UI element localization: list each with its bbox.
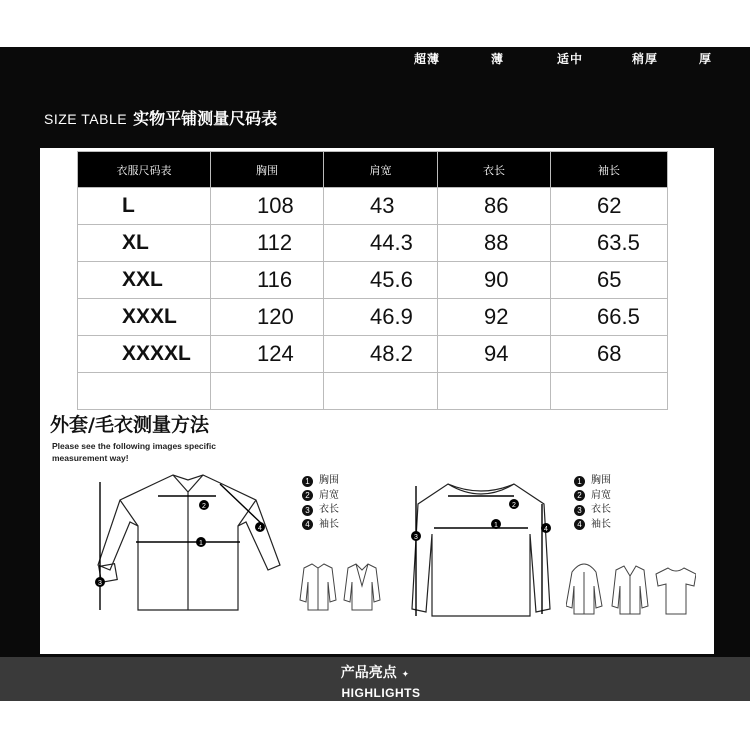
- length-cell: 92: [438, 299, 551, 336]
- shoulder-cell: 48.2: [324, 336, 438, 373]
- size-cell: [78, 373, 211, 410]
- legend-label: 袖长: [591, 518, 611, 530]
- number-badge-icon: 4: [302, 519, 313, 530]
- shoulder-cell: 46.9: [324, 299, 438, 336]
- legend-item: [302, 489, 339, 504]
- shoulder-cell: [324, 373, 438, 410]
- chest-cell: 120: [211, 299, 324, 336]
- size-table: [77, 151, 668, 410]
- size-table-title-en: SIZE TABLE: [44, 111, 128, 127]
- svg-text:2: 2: [202, 503, 206, 510]
- sweater-thumbnails-icon: [566, 556, 696, 620]
- legend-item: [574, 518, 611, 533]
- highlights-banner: [0, 657, 750, 701]
- chest-cell: 108: [211, 188, 324, 225]
- measurement-note: [52, 440, 216, 464]
- number-badge-icon: 1: [574, 476, 585, 487]
- table-row: [78, 262, 668, 299]
- size-cell: XXL: [78, 262, 211, 299]
- sweater-legend: [574, 474, 611, 532]
- shirt-legend: [302, 474, 339, 532]
- table-row: [78, 373, 668, 410]
- size-cell: L: [78, 188, 211, 225]
- number-badge-icon: 2: [302, 490, 313, 501]
- chest-cell: 116: [211, 262, 324, 299]
- length-cell: 86: [438, 188, 551, 225]
- shirt-diagram-icon: [88, 470, 288, 620]
- table-row: [78, 299, 668, 336]
- legend-item: [574, 503, 611, 518]
- thickness-label: 超薄: [414, 52, 441, 66]
- svg-text:3: 3: [98, 580, 102, 587]
- legend-item: [574, 489, 611, 504]
- jacket-thumbnails-icon: [296, 560, 386, 615]
- number-badge-icon: 3: [302, 505, 313, 516]
- chest-cell: 112: [211, 225, 324, 262]
- length-cell: 90: [438, 262, 551, 299]
- number-badge-icon: 2: [574, 490, 585, 501]
- sleeve-cell: 63.5: [551, 225, 668, 262]
- legend-item: [302, 503, 339, 518]
- chest-cell: 124: [211, 336, 324, 373]
- legend-label: 衣长: [319, 504, 339, 515]
- length-cell: 88: [438, 225, 551, 262]
- table-row: [78, 336, 668, 373]
- sweater-diagram-icon: [406, 474, 556, 624]
- legend-label: 衣长: [591, 504, 611, 515]
- legend-label: 胸围: [319, 475, 339, 486]
- thickness-label: 薄: [491, 52, 505, 66]
- sleeve-cell: 68: [551, 336, 668, 373]
- svg-text:4: 4: [258, 525, 262, 532]
- svg-text:2: 2: [512, 502, 516, 509]
- legend-label: 胸围: [591, 475, 611, 486]
- svg-text:3: 3: [414, 534, 418, 541]
- size-cell: XXXXL: [78, 336, 211, 373]
- measurement-note-line: Please see the following images specific: [52, 441, 216, 451]
- chest-cell: [211, 373, 324, 410]
- table-header: 衣服尺码表: [78, 152, 211, 188]
- number-badge-icon: 1: [302, 476, 313, 487]
- highlights-title-zh: 产品亮点 ✦: [340, 665, 410, 681]
- sleeve-cell: 66.5: [551, 299, 668, 336]
- measurement-heading: 外套/毛衣测量方法: [50, 414, 209, 436]
- legend-item: [574, 474, 611, 489]
- sleeve-cell: 62: [551, 188, 668, 225]
- legend-item: [302, 518, 339, 533]
- table-header: 胸围: [211, 152, 324, 188]
- table-header-row: [78, 152, 668, 188]
- table-header: 衣长: [438, 152, 551, 188]
- legend-label: 肩宽: [319, 489, 339, 501]
- number-badge-icon: 3: [574, 505, 585, 516]
- svg-text:1: 1: [199, 540, 203, 547]
- size-table-title: [44, 106, 277, 129]
- svg-text:1: 1: [494, 522, 498, 529]
- legend-label: 袖长: [319, 518, 339, 530]
- shoulder-cell: 43: [324, 188, 438, 225]
- sleeve-cell: 65: [551, 262, 668, 299]
- thickness-label: 适中: [557, 52, 584, 66]
- highlights-title-en: HIGHLIGHTS: [341, 686, 421, 700]
- thickness-label: 稍厚: [632, 52, 659, 66]
- size-table-title-zh: 实物平铺测量尺码表: [133, 109, 278, 128]
- sleeve-cell: [551, 373, 668, 410]
- thickness-scale: [0, 48, 750, 70]
- table-row: [78, 188, 668, 225]
- size-cell: XL: [78, 225, 211, 262]
- number-badge-icon: 4: [574, 519, 585, 530]
- measurement-note-line: measurement way!: [52, 453, 129, 463]
- shoulder-cell: 45.6: [324, 262, 438, 299]
- legend-label: 肩宽: [591, 489, 611, 501]
- length-cell: 94: [438, 336, 551, 373]
- shoulder-cell: 44.3: [324, 225, 438, 262]
- size-cell: XXXL: [78, 299, 211, 336]
- length-cell: [438, 373, 551, 410]
- table-header: 肩宽: [324, 152, 438, 188]
- table-header: 袖长: [551, 152, 668, 188]
- table-row: [78, 225, 668, 262]
- thickness-label: 厚: [699, 52, 713, 66]
- svg-text:4: 4: [544, 526, 548, 533]
- legend-item: [302, 474, 339, 489]
